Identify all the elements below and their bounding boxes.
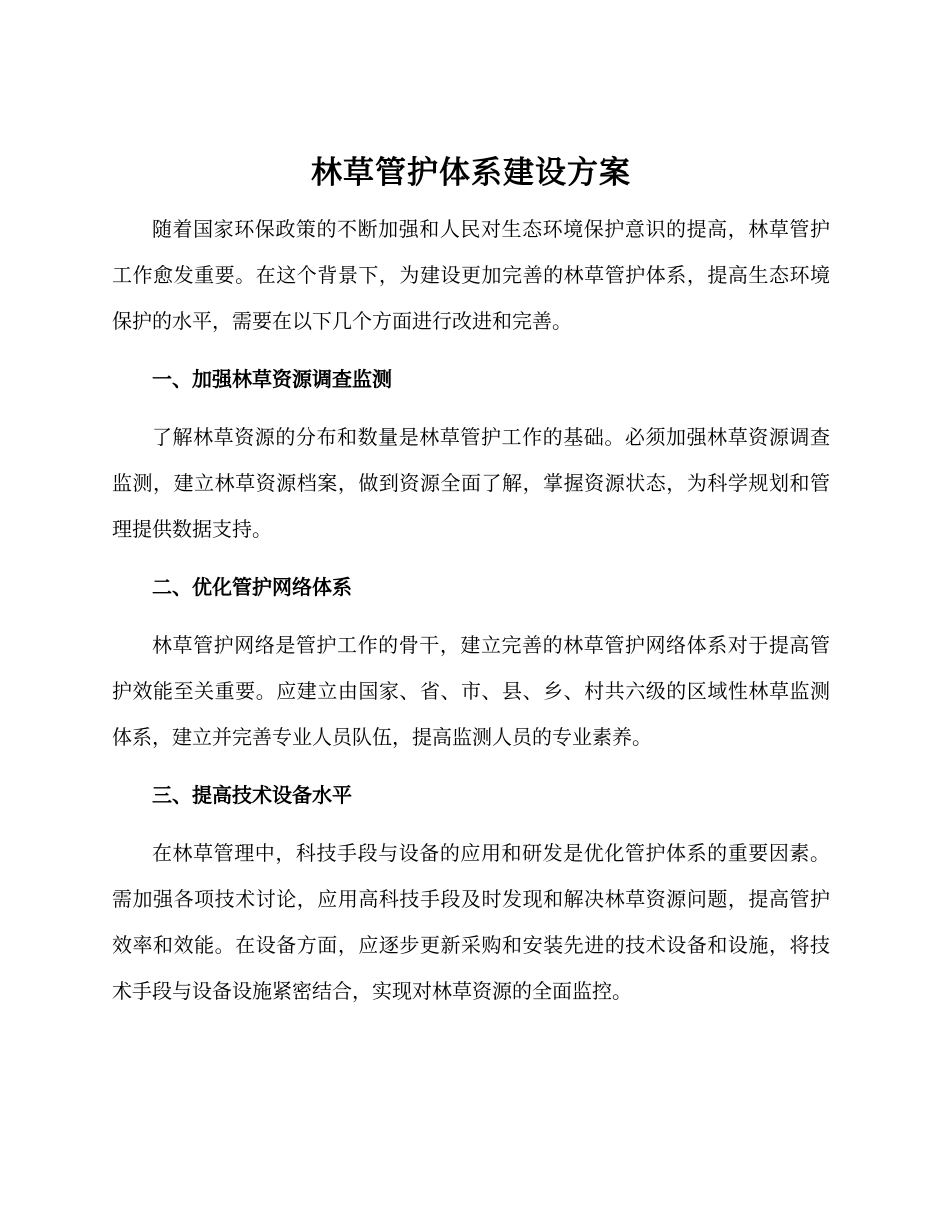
section-3 (112, 772, 830, 1014)
section-heading: 二、优化管护网络体系 (152, 575, 352, 599)
section-heading: 一、加强林草资源调查监测 (152, 367, 392, 391)
intro-paragraph: 随着国家环保政策的不断加强和人民对生态环境保护意识的提高，林草管护工作愈发重要。在这个背景下，为建设更加完善的林草管护体系，提高生态环境保护的水平，需要在以下几个方面进行改进和完善。 (112, 217, 830, 333)
section-body: 林草管护网络是管护工作的骨干，建立完善的林草管护网络体系对于提高管护效能至关重要。应建立由国家、省、市、县、乡、村共六级的区域性林草监测体系，建立并完善专业人员队伍，提高监测人员的专业素养。 (112, 633, 830, 749)
document-title: 林草管护体系建设方案 (311, 155, 631, 191)
section-heading: 三、提高技术设备水平 (152, 783, 352, 807)
section-body: 了解林草资源的分布和数量是林草管护工作的基础。必须加强林草资源调查监测，建立林草资源档案，做到资源全面了解，掌握资源状态，为科学规划和管理提供数据支持。 (112, 425, 830, 541)
section-1 (112, 356, 830, 552)
section-body: 在林草管理中，科技手段与设备的应用和研发是优化管护体系的重要因素。需加强各项技术讨论，应用高科技手段及时发现和解决林草资源问题，提高管护效率和效能。在设备方面，应逐步更新采购和安装先进的技术设备和设施，将技术手段与设备设施紧密结合，实现对林草资源的全面监控。 (112, 841, 830, 1003)
section-2 (112, 564, 830, 760)
